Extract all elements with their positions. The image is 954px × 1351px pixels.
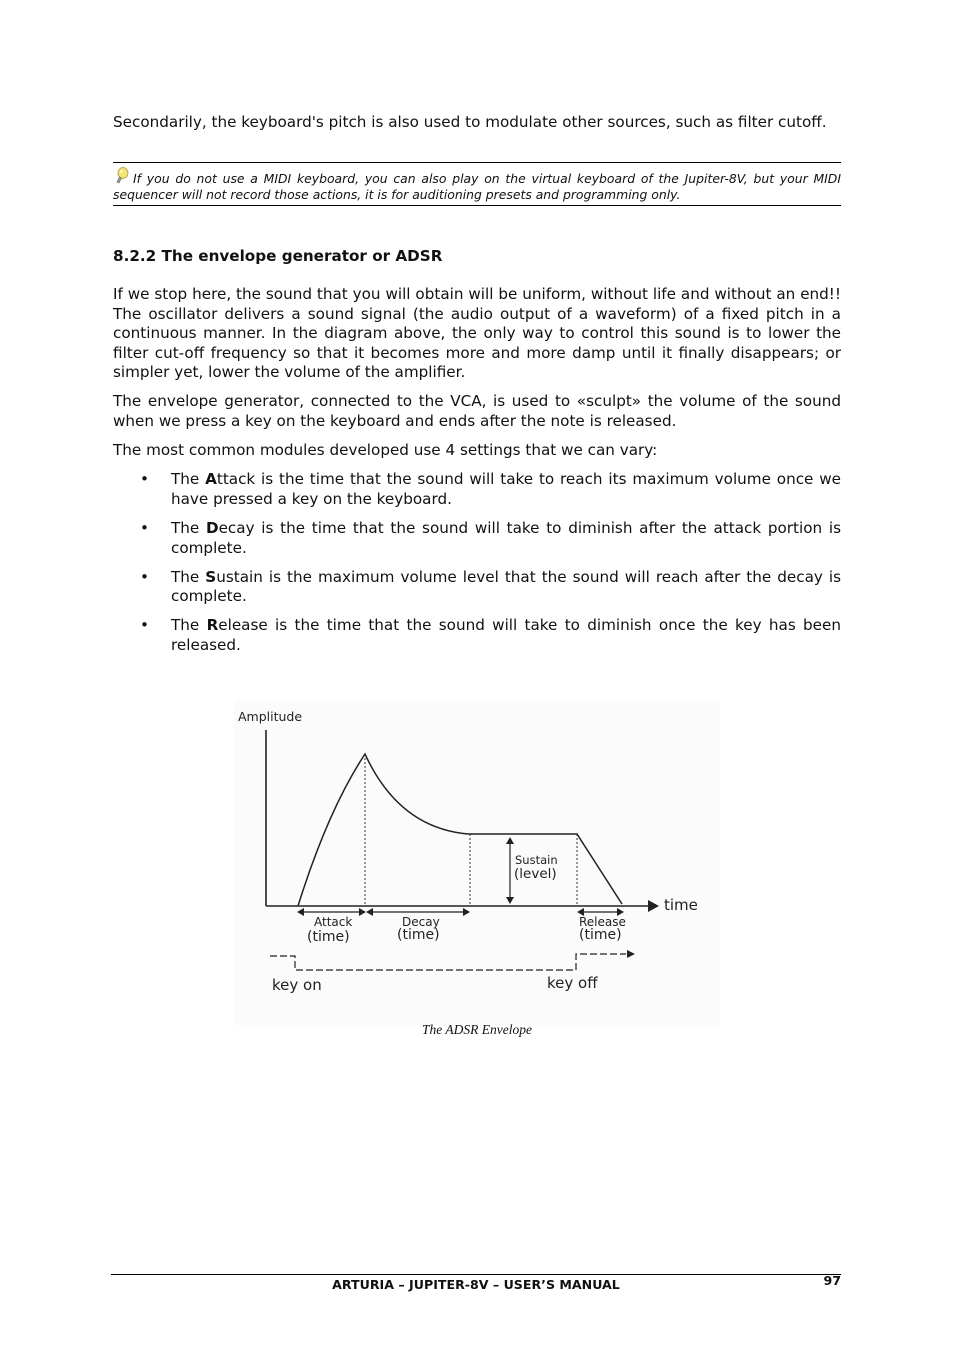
- bullet-icon: •: [140, 470, 149, 489]
- list-item-attack: • The Attack is the time that the sound will take to reach its maximum volume once we have pressed a key on the keyboard.: [140, 470, 842, 508]
- attack-time-label: (time): [307, 929, 350, 945]
- release-time-label: (time): [579, 927, 622, 943]
- key-on-label: key on: [272, 976, 322, 994]
- bullet-icon: •: [140, 616, 149, 635]
- lightbulb-icon: [113, 167, 130, 185]
- tip-note-body: If you do not use a MIDI keyboard, you can also play on the virtual keyboard of the Jupiter-8V, but your MIDI sequencer will not record those actions, it is for auditioning presets and programming only.: [113, 171, 841, 202]
- attack-label: Attack: [314, 915, 353, 929]
- footer-divider: [111, 1274, 841, 1275]
- decay-time-label: (time): [397, 927, 440, 943]
- release-label: Release: [579, 915, 626, 929]
- amplitude-label: Amplitude: [238, 709, 303, 724]
- paragraph: The envelope generator, connected to the VCA, is used to «sculpt» the volume of the sound when we press a key on the keyboard and ends after the note is released.: [113, 392, 841, 431]
- list-item-sustain: • The Sustain is the maximum volume level that the sound will reach after the decay is complete.: [140, 567, 841, 606]
- intro-paragraph: Secondarily, the keyboard's pitch is also used to modulate other sources, such as filter cutoff.: [113, 113, 827, 131]
- key-off-label: key off: [547, 974, 598, 992]
- section-body: [113, 285, 841, 665]
- tip-note-text: [113, 167, 841, 202]
- paragraph: If we stop here, the sound that you will obtain will be uniform, without life and without an end!! The oscillator delivers a sound signal (the audio output of a waveform) of a fixed pitch in a continuous manner. In the diagram above, the only way to control this sound is to lower the filter cut-off frequency so that it becomes more and more damp until it finally disappears; or simpler yet, lower the volume of the amplifier.: [113, 285, 841, 382]
- adsr-diagram: [234, 700, 720, 1025]
- sustain-label: Sustain: [515, 853, 558, 867]
- paragraph: The most common modules developed use 4 settings that we can vary:: [113, 441, 658, 460]
- page-number: 97: [823, 1273, 841, 1288]
- time-axis-label: time: [664, 896, 698, 914]
- list-item-decay: • The Decay is the time that the sound will take to diminish after the attack portion is complete.: [140, 518, 841, 557]
- tip-note: [113, 162, 841, 206]
- decay-label: Decay: [402, 915, 440, 929]
- sustain-level-label: (level): [514, 866, 557, 882]
- bullet-icon: •: [140, 518, 149, 537]
- list-item-release: • The Release is the time that the sound will take to diminish once the key has been released.: [140, 616, 841, 654]
- adsr-diagram-svg: [234, 700, 720, 1025]
- adsr-list: [113, 470, 841, 655]
- figure-caption: The ADSR Envelope: [422, 1022, 532, 1037]
- section-heading: 8.2.2 The envelope generator or ADSR: [113, 247, 443, 265]
- bullet-icon: •: [140, 567, 149, 586]
- footer-title: ARTURIA – JUPITER-8V – USER’S MANUAL: [332, 1277, 620, 1292]
